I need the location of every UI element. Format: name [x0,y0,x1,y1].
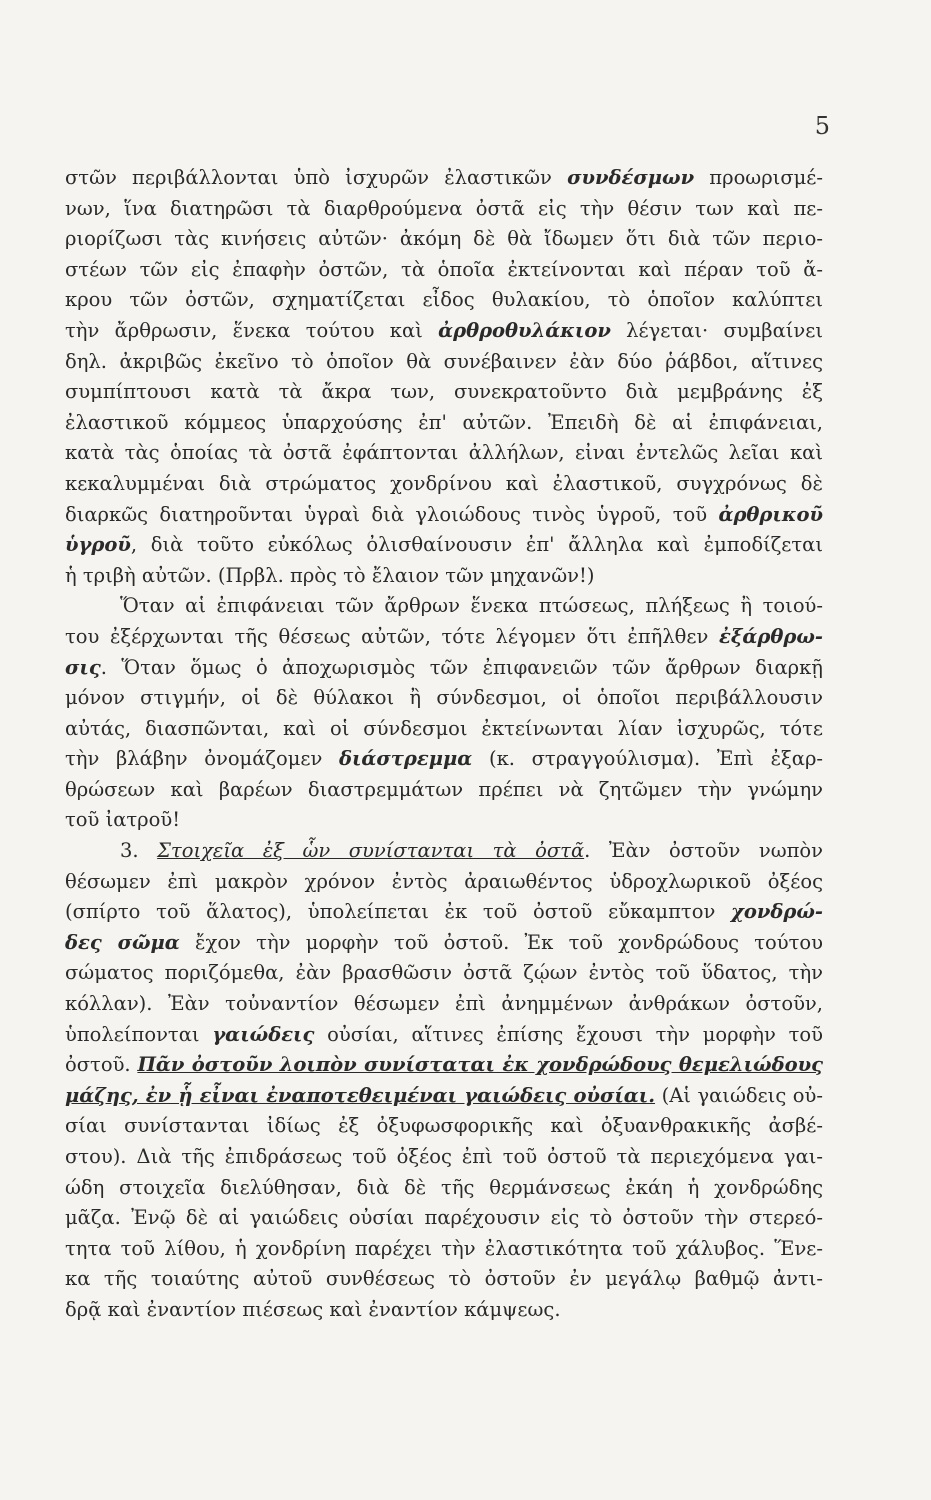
text-run: ἔχον τὴν μορφὴν τοῦ ὀστοῦ. Ἐκ τοῦ χονδρώδους τούτου [179,930,823,954]
text-line [65,989,823,1020]
text-line [65,530,823,561]
emphasized-term: ἐξάρθρω- [718,624,823,648]
text-run: σίαι συνίστανται ἰδίως ἐξ ὀξυφωσφορικῆς καὶ ὀξυανθρακικῆς ἀσβέ- [65,1114,823,1138]
text-run: κρου τῶν ὀστῶν, σχηματίζεται εἶδος θυλακίου, τὸ ὁποῖον καλύπτει [65,288,823,312]
text-run: προωρισμέ- [694,166,823,189]
text-line [65,1081,823,1112]
text-run: στέων τῶν εἰς ἐπαφὴν ὀστῶν, τὰ ὁποῖα ἐκτείνονται καὶ πέραν τοῦ ἄ- [65,257,823,281]
emphasized-term: ἀρθροθυλάκιον [438,318,611,342]
text-line [65,653,823,684]
emphasized-term: Στοιχεῖα ἐξ ὧν συνίστανται τὰ ὀστᾶ [157,839,585,863]
emphasized-term: διάστρεμμα [338,747,473,771]
text-line [65,867,823,898]
text-run: στου). Διὰ τῆς ἐπιδράσεως τοῦ ὀξέος ἐπὶ τοῦ ὀστοῦ τὰ περιεχόμενα γαι- [65,1145,823,1168]
text-run: θέσωμεν ἐπὶ μακρὸν χρόνον ἐντὸς ἀραιωθέντος ὑδροχλωρικοῦ ὀξέος [65,869,823,893]
text-line [65,744,823,775]
emphasized-term: ὑγροῦ [65,533,131,557]
text-run: τητα τοῦ λίθου, ἡ χονδρίνη παρέχει τὴν ἐλαστικότητα τοῦ χάλυβος. Ἕνε- [65,1236,823,1260]
text-run: (Αἱ γαιώδεις οὐ- [655,1083,823,1107]
text-line [65,714,823,745]
text-line [65,958,823,989]
text-run: τοῦ ἰατροῦ! [65,808,181,832]
emphasized-term: γαιώδεις [212,1022,315,1046]
emphasized-term: συνδέσμων [567,166,695,189]
text-run: (κ. στραγγούλισμα). Ἐπὶ ἐξαρ- [472,747,823,771]
text-line [65,561,823,592]
text-run: κεκαλυμμέναι διὰ στρώματος χονδρίνου καὶ ἐλαστικοῦ, συγχρόνως δὲ [65,471,823,495]
text-line [65,469,823,500]
text-line [65,1050,823,1081]
text-run: αὐτάς, διασπῶνται, καὶ οἱ σύνδεσμοι ἐκτείνωνται λίαν ἰσχυρῶς, τότε [65,716,823,740]
text-run: συμπίπτουσι κατὰ τὰ ἄκρα των, συνεκρατοῦντο διὰ μεμβράνης ἐξ [65,380,823,404]
text-line [65,224,823,255]
text-run: κατὰ τὰς ὁποίας τὰ ὀστᾶ ἐφάπτονται ἀλλήλων, εἰναι ἐντελῶς λεῖαι καὶ [65,441,823,465]
text-run: ἡ τριβὴ αὐτῶν. (Πρβλ. πρὸς τὸ ἔλαιον τῶν μηχανῶν!) [65,563,595,587]
text-line [65,255,823,286]
text-line [65,1173,823,1204]
text-line [65,836,823,867]
text-line [65,408,823,439]
text-run: κόλλαν). Ἐὰν τοὐναντίον θέσωμεν ἐπὶ ἀνημμένων ἀνθράκων ὀστοῦν, [65,992,823,1016]
text-line [65,163,823,194]
text-line [65,591,823,622]
text-run: δρᾷ καὶ ἐναντίον πιέσεως καὶ ἐναντίον κάμψεως. [65,1297,561,1321]
text-run: ἐλαστικοῦ κόμμεος ὑπαρχούσης ἐπ' αὐτῶν. Ἐπειδὴ δὲ αἱ ἐπιφάνειαι, [65,410,823,434]
text-run: (σπίρτο τοῦ ἅλατος), ὑπολείπεται ἐκ τοῦ ὀστοῦ εὔκαμπτον [65,900,731,924]
text-run: ὀστοῦ. [65,1053,138,1077]
text-line [65,805,823,836]
emphasized-term: δες σῶμα [65,930,180,954]
text-line [65,928,823,959]
page-number: 5 [814,112,830,140]
text-line [65,500,823,531]
text-line [65,316,823,347]
text-run: Ὅταν αἱ ἐπιφάνειαι τῶν ἄρθρων ἕνεκα πτώσεως, πλήξεως ἢ τοιού- [120,594,823,618]
text-run: τὴν ἄρθρωσιν, ἕνεκα τούτου καὶ [65,318,439,342]
text-line [65,377,823,408]
text-run: λέγεται· συμβαίνει [610,318,823,342]
text-line [65,438,823,469]
text-line [65,683,823,714]
text-run: θρώσεων καὶ βαρέων διαστρεμμάτων πρέπει νὰ ζητῶμεν τὴν γνώμην [65,777,823,801]
text-line [65,1234,823,1265]
text-line [65,1264,823,1295]
text-run: κα τῆς τοιαύτης αὐτοῦ συνθέσεως τὸ ὀστοῦν ἐν μεγάλῳ βαθμῷ ἀντι- [65,1267,823,1291]
text-run: ὑπολείπονται [65,1022,213,1046]
body-text [65,163,823,1326]
emphasized-term: ἀρθρικοῦ [718,502,823,526]
emphasized-term: σις [65,655,101,679]
text-line [65,1295,823,1326]
text-line [65,1020,823,1051]
text-run: δηλ. ἀκριβῶς ἐκεῖνο τὸ ὁποῖον θὰ συνέβαινεν ἐὰν δύο ῥάβδοι, αἵτινες [65,349,823,373]
text-run: του ἐξέρχωνται τῆς θέσεως αὐτῶν, τότε λέγομεν ὅτι ἐπῆλθεν [65,624,719,648]
text-run: μᾶζα. Ἐνῷ δὲ αἱ γαιώδεις οὐσίαι παρέχουσιν εἰς τὸ ὀστοῦν τὴν στερεό- [65,1206,823,1230]
text-run: διαρκῶς διατηροῦνται ὑγραὶ διὰ γλοιώδους τινὸς ὑγροῦ, τοῦ [65,502,719,526]
text-run: . Ὅταν ὅμως ὁ ἀποχωρισμὸς τῶν ἐπιφανειῶν τῶν ἄρθρων διαρκῇ [100,655,823,679]
text-line [65,897,823,928]
emphasized-term: χονδρώ- [731,900,823,924]
text-run: , διὰ τοῦτο εὐκόλως ὀλισθαίνουσιν ἐπ' ἄλληλα καὶ ἐμποδίζεται [130,533,823,557]
text-line [65,775,823,806]
text-run: μόνον στιγμήν, οἱ δὲ θύλακοι ἢ σύνδεσμοι, οἱ ὁποῖοι περιβάλλουσιν [65,686,823,710]
text-run: νων, ἵνα διατηρῶσι τὰ διαρθρούμενα ὀστᾶ εἰς τὴν θέσιν των καὶ πε- [65,196,823,220]
text-run: οὐσίαι, αἵτινες ἐπίσης ἔχουσι τὴν μορφὴν τοῦ [314,1022,823,1046]
text-line [65,347,823,378]
text-run: . Ἐὰν ὀστοῦν νωπὸν [584,839,823,863]
text-run: ώδη στοιχεῖα διελύθησαν, διὰ δὲ τῆς θερμάνσεως ἐκάη ἡ χονδρώδης [65,1175,823,1199]
text-line [65,622,823,653]
text-line [65,1203,823,1234]
text-run: 3. [120,839,158,863]
text-line [65,194,823,225]
emphasized-term: μάζης, ἐν ᾗ εἶναι ἐναποτεθειμέναι γαιώδεις οὐσίαι. [65,1083,656,1107]
text-run: τὴν βλάβην ὀνομάζομεν [65,747,339,771]
text-line [65,1111,823,1142]
text-line [65,285,823,316]
emphasized-term: Πᾶν ὀστοῦν λοιπὸν συνίσταται ἐκ χονδρώδους θεμελιώδους [137,1053,823,1077]
text-run: σώματος ποριζόμεθα, ἐὰν βρασθῶσιν ὀστᾶ ζῴων ἐντὸς τοῦ ὕδατος, τὴν [65,961,823,985]
text-run: ριορίζωσι τὰς κινήσεις αὐτῶν· ἀκόμη δὲ θὰ ἴδωμεν ὅτι διὰ τῶν περιο- [65,227,823,251]
text-run: στῶν περιβάλλονται ὑπὸ ἰσχυρῶν ἐλαστικῶν [65,166,568,189]
text-line [65,1142,823,1173]
